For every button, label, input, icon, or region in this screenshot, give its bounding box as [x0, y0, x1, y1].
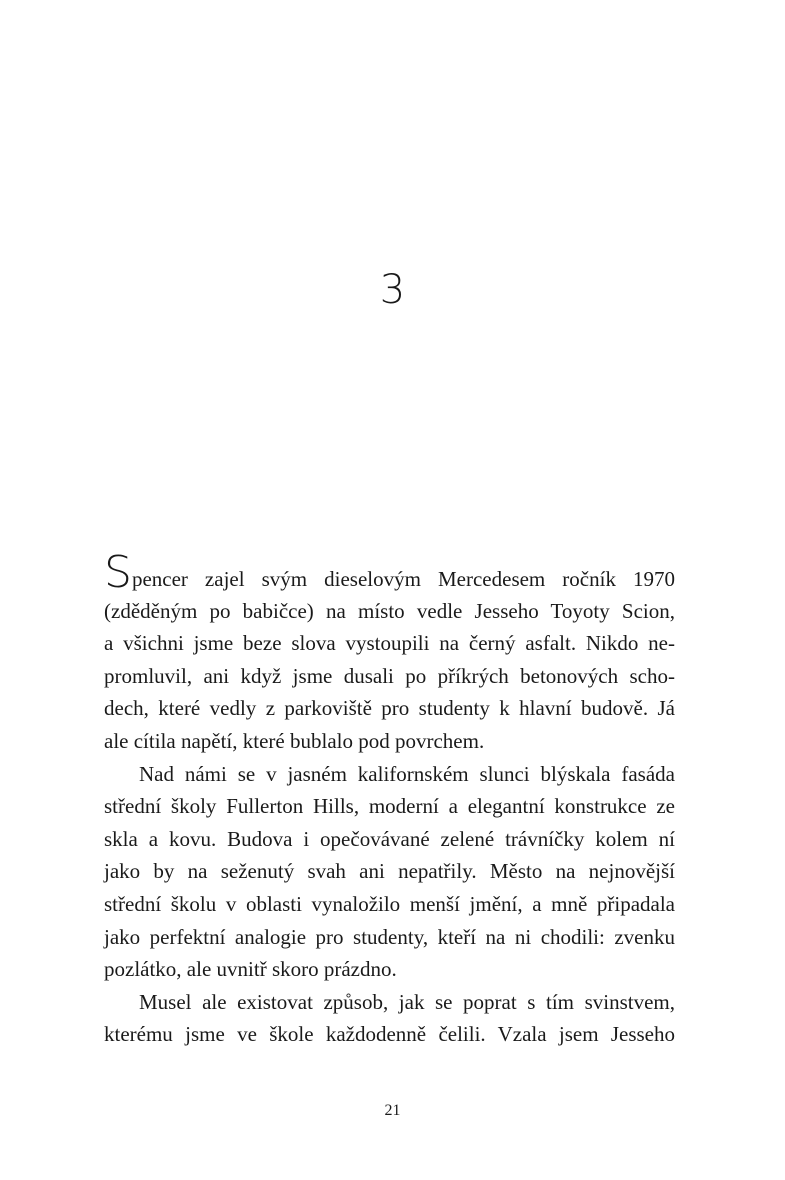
- paragraph-line: promluvil, ani když jsme dusali po příkrých betonových scho-: [104, 663, 675, 688]
- paragraph-line: (zděděným po babičce) na místo vedle Jesseho Toyoty Scion,: [104, 598, 675, 623]
- paragraph-line: jako by na seženutý svah ani nepatřily. Město na nejnovější: [104, 859, 675, 884]
- paragraph-line: střední školy Fullerton Hills, moderní a elegantní konstrukce ze: [104, 794, 675, 819]
- paragraph-line: [104, 547, 675, 598]
- paragraph-line: Nad námi se v jasném kalifornském slunci blýskala fasáda: [139, 761, 675, 786]
- paragraph-1: [104, 547, 675, 758]
- body-text: [104, 547, 675, 1051]
- paragraph-line: skla a kovu. Budova i opečovávané zelené trávníčky kolem ní: [104, 826, 675, 851]
- paragraph-line: jako perfektní analogie pro studenty, kteří na ni chodili: zvenku: [104, 924, 675, 949]
- page-number: 21: [384, 1102, 401, 1119]
- paragraph-2: [104, 758, 675, 986]
- paragraph-line: pozlátko, ale uvnitř skoro prázdno.: [104, 957, 397, 982]
- chapter-number: 3: [379, 267, 406, 313]
- paragraph-line: dech, které vedly z parkoviště pro studenty k hlavní budově. Já: [104, 696, 675, 721]
- paragraph-line: střední školu v oblasti vynaložilo menší jmění, a mně připadala: [104, 891, 675, 916]
- paragraph-line: ale cítila napětí, které bublalo pod povrchem.: [104, 728, 485, 753]
- paragraph-line: a všichni jsme beze slova vystoupili na černý asfalt. Nikdo ne-: [104, 631, 675, 656]
- paragraph-line: Musel ale existovat způsob, jak se poprat s tím svinstvem,: [139, 989, 675, 1014]
- paragraph-line: kterému jsme ve škole každodenně čelili. Vzala jsem Jesseho: [104, 1022, 675, 1047]
- line-text: pencer zajel svým dieselovým Mercedesem ročník 1970: [131, 567, 675, 591]
- drop-cap: S: [104, 547, 132, 598]
- paragraph-3: [104, 986, 675, 1051]
